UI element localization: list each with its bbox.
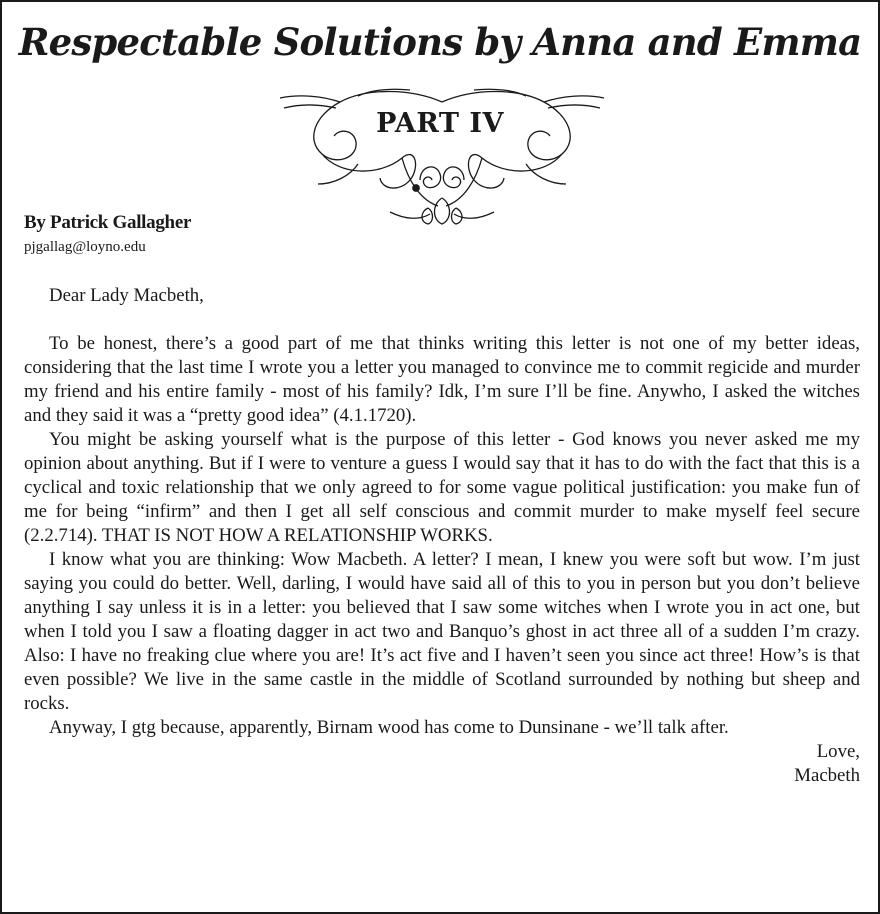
author-email: pjgallag@loyno.edu (24, 239, 146, 255)
part-label: PART IV (376, 108, 504, 139)
letter-signature: Macbeth (794, 765, 860, 786)
letter-closing: Love, (816, 741, 860, 762)
letter-salutation: Dear Lady Macbeth, (49, 285, 204, 306)
letter-paragraph: To be honest, there’s a good part of me that thinks writing this letter is not one of my better ideas, considering that the last time I wrote you a letter you managed to convince me to commit regicide and murder my friend and his entire family - most of his family? Idk, I’m sure I’ll be fine. Anywho, I asked the witches and they said it was a “pretty good idea” (4.1.1720). (24, 333, 860, 426)
article-title: Respectable Solutions by Anna and Emma (18, 20, 862, 64)
author-byline: By Patrick Gallagher (24, 212, 192, 233)
letter-body (24, 284, 860, 788)
flourish-ornament-icon (270, 80, 614, 230)
letter-paragraph: I know what you are thinking: Wow Macbeth. A letter? I mean, I knew you were soft but wow. I’m just saying you could do better. Well, darling, I would have said all of this to you in person but you don’t believe anything I say unless it is in a letter: you believed that I saw some witches when I wrote you in act one, but when I told you I saw a floating dagger in act two and Banquo’s ghost in act three all of a sudden I’m crazy. Also: I have no freaking clue where you are! It’s act five and I haven’t seen you since act three! How’s is that even possible? We live in the same castle in the middle of Scotland surrounded by nothing but sheep and rocks. (24, 549, 860, 714)
letter-paragraph: You might be asking yourself what is the purpose of this letter - God knows you never asked me my opinion about anything. But if I were to venture a guess I would say that it has to do with the fact that this is a cyclical and toxic relationship that we only agreed to for some vague political justification: you make fun of me for being “infirm” and then I get all self conscious and commit murder to make myself feel secure (2.2.714). THAT IS NOT HOW A RELATIONSHIP WORKS. (24, 429, 860, 546)
letter-paragraph: Anyway, I gtg because, apparently, Birnam wood has come to Dunsinane - we’ll talk after. (49, 717, 729, 738)
